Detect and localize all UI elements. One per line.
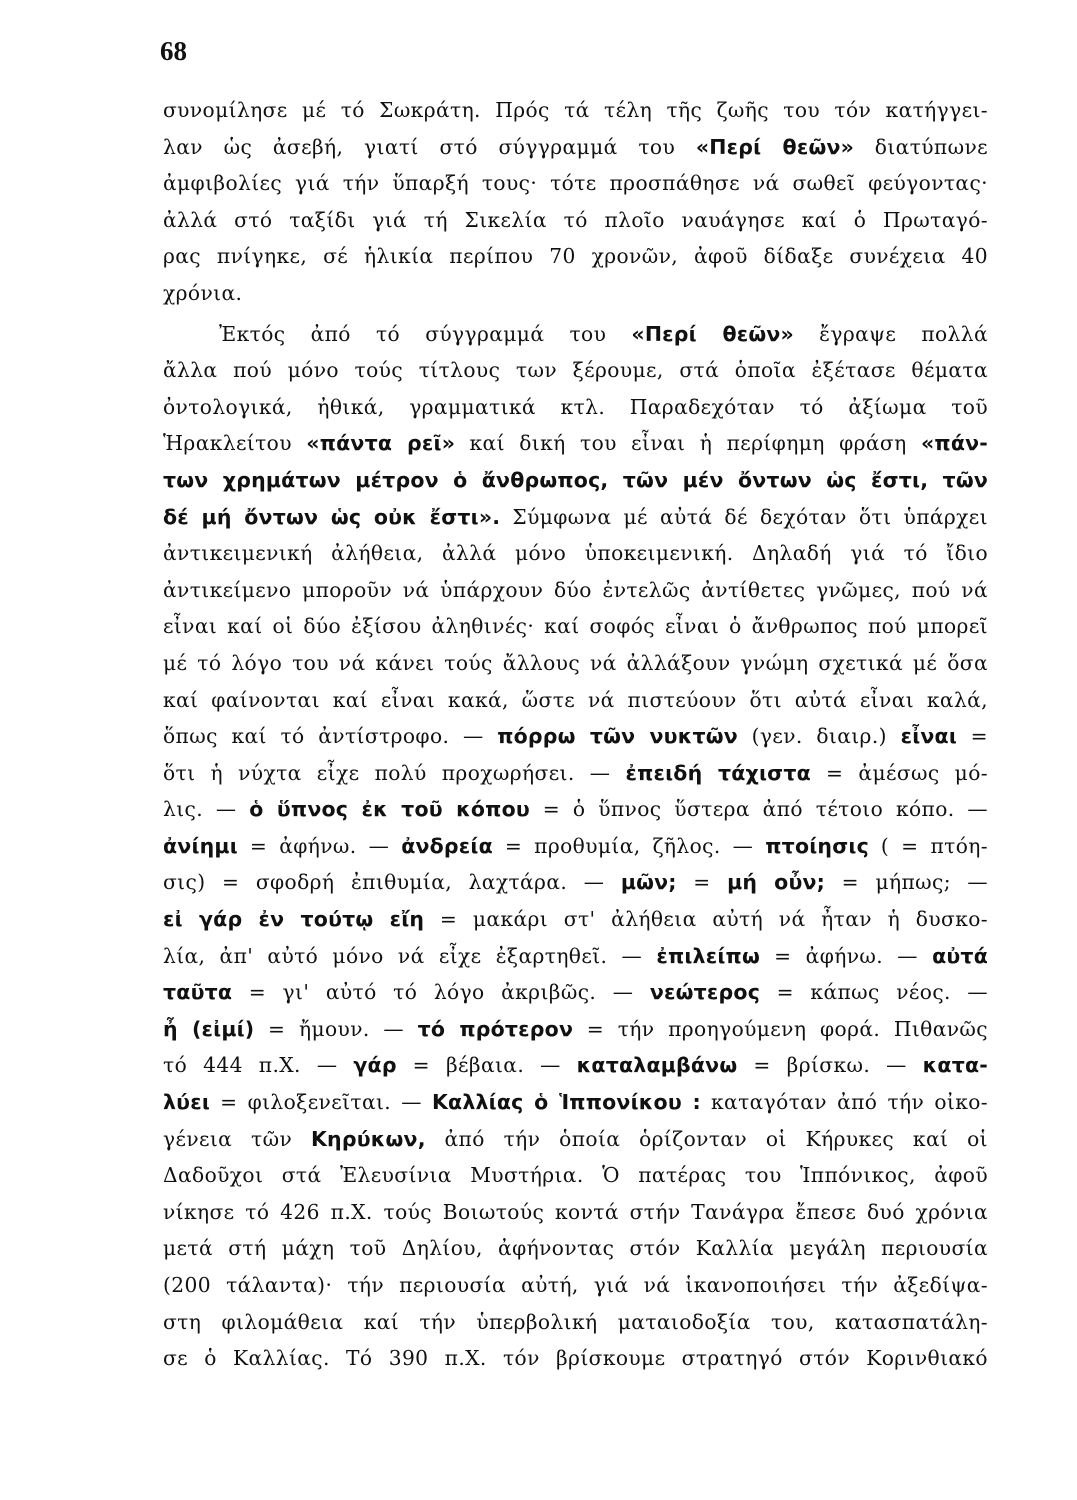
text-run: = μακάρι στ' ἀλήθεια αὐτή νά ἦταν ἡ δυσκο-	[424, 907, 988, 932]
text-run: καταγόταν ἀπό τήν οἰκο-	[700, 1090, 988, 1115]
text-line	[163, 275, 988, 312]
text-run: = ἀφήνω. —	[237, 833, 402, 858]
text-run: Ἡρακλείτου	[163, 431, 307, 456]
text-run: χρόνια.	[163, 280, 243, 305]
bold-term: μῶν;	[620, 870, 677, 895]
text-run: = βρίσκω. —	[737, 1053, 923, 1078]
text-line	[163, 718, 988, 755]
text-line	[163, 1121, 988, 1158]
bold-term: ἐπειδή τάχιστα	[625, 760, 811, 785]
bold-term: μή οὖν;	[727, 870, 826, 895]
bold-term: ὁ ὕπνος ἐκ τοῦ κόπου	[249, 797, 530, 822]
text-line	[163, 608, 988, 645]
text-line	[163, 92, 988, 129]
bold-term: πόρρω τῶν νυκτῶν	[497, 724, 738, 749]
text-run: (γεν. διαιρ.)	[737, 724, 901, 749]
text-run: Δαδοῦχοι στά Ἐλευσίνια Μυστήρια. Ὁ πατέρας του Ἱππόνικος, ἀφοῦ	[163, 1163, 988, 1188]
text-run: διατύπωνε	[854, 134, 988, 159]
text-run: Ἐκτός ἀπό τό σύγγραμμά του	[219, 321, 632, 346]
text-line	[163, 901, 988, 938]
text-run: καί δική του εἶναι ἡ περίφημη φράση	[455, 431, 921, 456]
bold-term: ἀνδρεία	[401, 833, 493, 858]
text-line	[163, 1157, 988, 1194]
text-run: τό 444 π.Χ. —	[163, 1053, 354, 1078]
text-line	[163, 1267, 988, 1304]
text-run: γένεια τῶν	[163, 1126, 311, 1151]
bold-term: «Περί θεῶν»	[631, 321, 795, 346]
bold-term: δέ μή ὄντων ὡς οὐκ ἔστι».	[163, 504, 501, 529]
bold-term: Κηρύκων,	[310, 1126, 426, 1151]
text-run: λαν ὡς ἀσεβή, γιατί στό σύγγραμμά του	[163, 134, 696, 159]
text-run: ἀντικειμενική ἀλήθεια, ἀλλά μόνο ὑποκειμενική. Δηλαδή γιά τό ἴδιο	[163, 541, 988, 566]
text-run: =	[676, 870, 728, 895]
page-number: 68	[160, 36, 187, 66]
text-run: Σύμφωνα μέ αὐτά δέ δεχόταν ὅτι ὑπάρχει	[500, 504, 988, 529]
bold-term: ἦ (εἰμί)	[163, 1016, 255, 1041]
text-run: = ὁ ὕπνος ὕστερα ἀπό τέτοιο κόπο. —	[529, 797, 988, 822]
text-run: =	[957, 724, 988, 749]
paragraph-1	[163, 92, 988, 312]
text-run: ἀλλά στό ταξίδι γιά τή Σικελία τό πλοῖο ναυάγησε καί ὁ Πρωταγό-	[163, 207, 988, 232]
text-line	[163, 1194, 988, 1231]
text-run: μέ τό λόγο του νά κάνει τούς ἄλλους νά ἀλλάξουν γνώμη σχετικά μέ ὅσα	[163, 650, 988, 675]
text-line	[163, 425, 988, 462]
text-run: ἔγραψε πολλά	[794, 321, 988, 346]
bold-term: γάρ	[353, 1053, 397, 1078]
text-line	[163, 316, 988, 353]
bold-term: εἰ γάρ ἐν τούτῳ εἴη	[163, 907, 425, 932]
text-line	[163, 682, 988, 719]
text-run: = μήπως; —	[825, 870, 988, 895]
text-run: = φιλοξενεῖται. —	[210, 1090, 432, 1115]
text-line	[163, 1304, 988, 1341]
text-run: ἄλλα πού μόνο τούς τίτλους των ξέρουμε, στά ὁποῖα ἐξέτασε θέματα	[163, 358, 988, 383]
text-line	[163, 165, 988, 202]
text-line	[163, 462, 988, 499]
text-line	[163, 499, 988, 536]
text-run: ρας πνίγηκε, σέ ἡλικία περίπου 70 χρονῶν, ἀφοῦ δίδαξε συνέχεια 40	[163, 244, 988, 269]
text-line	[163, 974, 988, 1011]
text-run: ἀντικείμενο μποροῦν νά ὑπάρχουν δύο ἐντελῶς ἀντίθετες γνῶμες, πού νά	[163, 577, 988, 602]
bold-term: ἐπιλείπω	[656, 943, 760, 968]
text-line	[163, 202, 988, 239]
text-run: = τήν προηγούμενη φορά. Πιθανῶς	[573, 1016, 988, 1041]
text-run: ὀντολογικά, ἠθικά, γραμματικά κτλ. Παραδεχόταν τό ἀξίωμα τοῦ	[163, 394, 988, 419]
text-line	[163, 129, 988, 166]
text-run: εἶναι καί οἱ δύο ἐξίσου ἀληθινές· καί σοφός εἶναι ὁ ἄνθρωπος πού μπορεῖ	[163, 614, 988, 639]
text-line	[163, 1340, 988, 1377]
bold-term: εἶναι	[900, 724, 958, 749]
bold-term: νεώτερος	[649, 980, 761, 1005]
text-run: νίκησε τό 426 π.Χ. τούς Βοιωτούς κοντά στήν Τανάγρα ἔπεσε δυό χρόνια	[163, 1199, 988, 1224]
text-line	[163, 1011, 988, 1048]
text-run: καί φαίνονται καί εἶναι κακά, ὥστε νά πιστεύουν ὅτι αὐτά εἶναι καλά,	[163, 687, 988, 712]
text-line	[163, 1230, 988, 1267]
text-line	[163, 828, 988, 865]
bold-term: καταλαμβάνω	[576, 1053, 738, 1078]
text-run: = ἀμέσως μό-	[810, 760, 988, 785]
text-line	[163, 1084, 988, 1121]
text-run: στη φιλομάθεια καί τήν ὑπερβολική ματαιοδοξία του, κατασπατάλη-	[163, 1309, 988, 1334]
text-run: μετά στή μάχη τοῦ Δηλίου, ἀφήνοντας στόν Καλλία μεγάλη περιουσία	[163, 1236, 988, 1261]
text-line	[163, 389, 988, 426]
bold-term: κατα-	[922, 1053, 988, 1078]
text-line	[163, 938, 988, 975]
text-run: λία, ἀπ' αὐτό μόνο νά εἶχε ἐξαρτηθεῖ. —	[163, 943, 657, 968]
paragraph-2	[163, 316, 988, 1377]
text-run: = ἤμουν. —	[254, 1016, 418, 1041]
bold-term: Καλλίας ὁ Ἱππονίκου :	[431, 1090, 701, 1115]
text-line	[163, 755, 988, 792]
text-run: = γι' αὐτό τό λόγο ἀκριβῶς. —	[232, 980, 650, 1005]
bold-term: λύει	[163, 1090, 211, 1115]
text-line	[163, 645, 988, 682]
text-run: σις) = σφοδρή ἐπιθυμία, λαχτάρα. —	[163, 870, 621, 895]
text-line	[163, 864, 988, 901]
text-run: = κάπως νέος. —	[760, 980, 988, 1005]
text-line	[163, 352, 988, 389]
text-run: ἀμφιβολίες γιά τήν ὕπαρξή τους· τότε προσπάθησε νά σωθεῖ φεύγοντας·	[163, 171, 988, 196]
bold-term: ἀνίημι	[163, 833, 238, 858]
bold-term: τό πρότερον	[417, 1016, 574, 1041]
text-run: ἀπό τήν ὁποία ὁρίζονταν οἱ Κήρυκες καί οἱ	[425, 1126, 988, 1151]
text-run: (200 τάλαντα)· τήν περιουσία αὐτή, γιά νά ἱκανοποιήσει τήν ἀξεδίψα-	[163, 1273, 988, 1297]
text-run: = βέβαια. —	[396, 1053, 577, 1078]
text-run: συνομίλησε μέ τό Σωκράτη. Πρός τά τέλη τῆς ζωῆς του τόν κατήγγει-	[163, 98, 988, 122]
body-text	[163, 92, 988, 1377]
bold-term: ταῦτα	[163, 980, 233, 1005]
text-run: ὅτι ἡ νύχτα εἶχε πολύ προχωρήσει. —	[163, 760, 626, 785]
bold-term: πτοίησις	[765, 833, 869, 858]
bold-term: αὐτά	[932, 943, 988, 968]
bold-term: των χρημάτων μέτρον ὁ ἄνθρωπος, τῶν μέν ὄντων ὡς ἔστι, τῶν	[163, 467, 988, 492]
bold-term: «Περί θεῶν»	[695, 134, 855, 159]
text-line	[163, 791, 988, 828]
text-line	[163, 535, 988, 572]
text-line	[163, 1047, 988, 1084]
text-run: σε ὁ Καλλίας. Τό 390 π.Χ. τόν βρίσκουμε στρατηγό στόν Κορινθιακό	[163, 1346, 988, 1371]
text-run: ὅπως καί τό ἀντίστροφο. —	[163, 724, 498, 749]
bold-term: «πάν-	[920, 431, 988, 456]
text-run: ( = πτόη-	[868, 833, 988, 858]
text-line	[163, 238, 988, 275]
text-line	[163, 572, 988, 609]
text-run: = ἀφήνω. —	[759, 943, 933, 968]
bold-term: «πάντα ρεῖ»	[306, 431, 456, 456]
text-run: λις. —	[163, 797, 250, 822]
text-run: = προθυμία, ζῆλος. —	[492, 833, 766, 858]
